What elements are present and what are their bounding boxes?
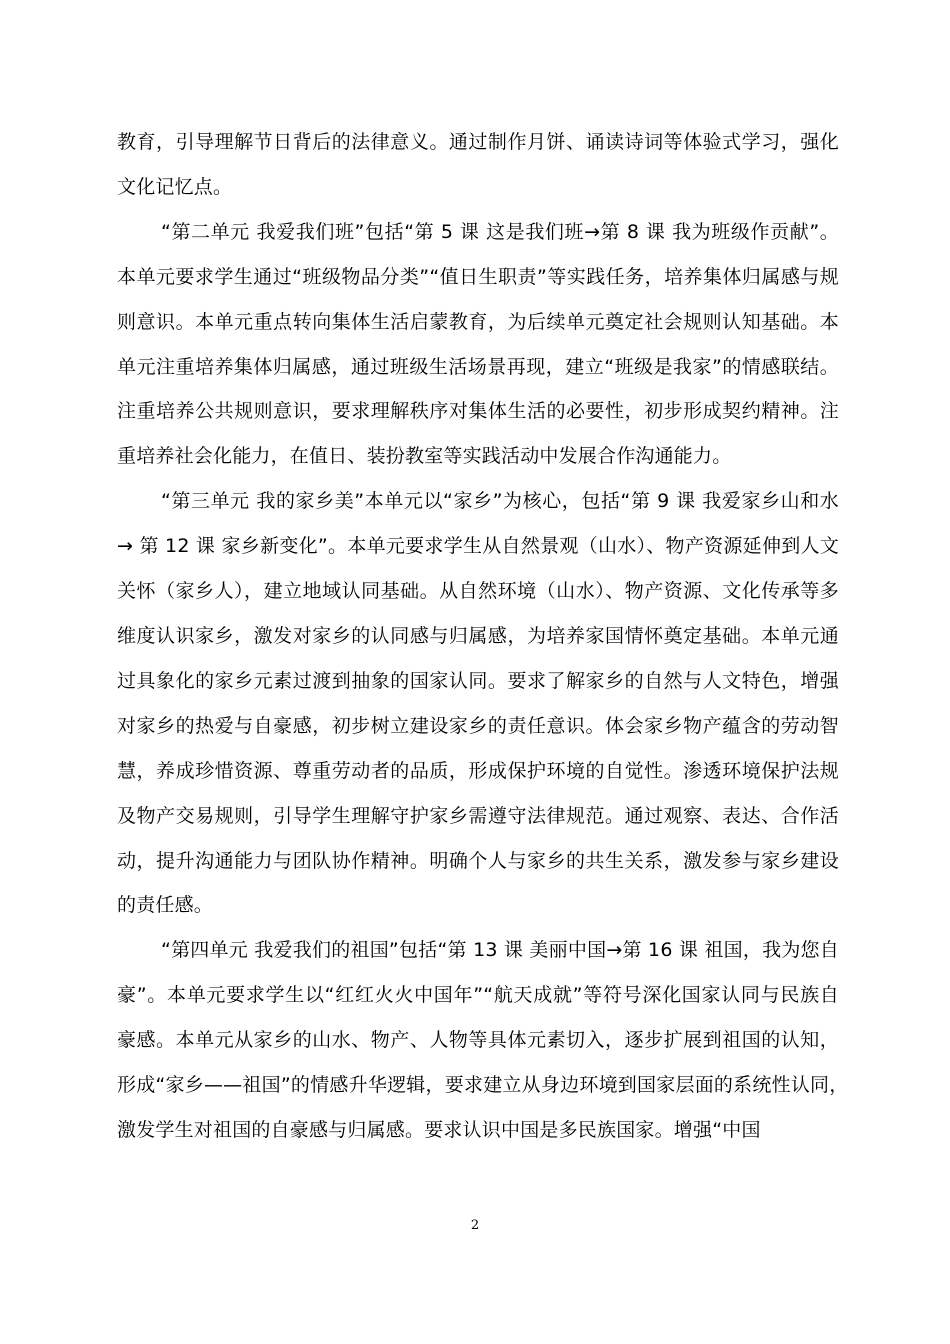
paragraph-unit-four: “第四单元 我爱我们的祖国”包括“第 13 课 美丽中国→第 16 课 祖国，我为您自豪”。本单元要求学生以“红红火火中国年”“航天成就”等符号深化国家认同与民族自豪感。本单元从家乡的山水、物产、人物等具体元素切入，逐步扩展到祖国的认知，形成“家乡——祖国”的情感升华逻辑，要求建立从身边环境到国家层面的系统性认同， 激发学生对祖国的自豪感与归属感。要求认识中国是多民族国家。增强“中国 — [117, 939, 878, 1141]
paragraph-unit-two: “第二单元 我爱我们班”包括“第 5 课 这是我们班→第 8 课 我为班级作贡献”。本单元要求学生通过“班级物品分类”“值日生职责”等实践任务，培养集体归属感与规则意识。本单元重点转向集体生活启蒙教育，为后续单元奠定社会规则认知基础。本单元注重培养集体归属感，通过班级生活场景再现，建立“班级是我家”的情感联结。注重培养公共规则意识，要求理解秩序对集体生活的必要性，初步形成契约精神。注重培养社会化能力，在值日、装扮教室等实践活动中发展合作沟通能力。 — [117, 220, 839, 468]
body-text — [117, 120, 878, 1153]
paragraph-unit-three: “第三单元 我的家乡美”本单元以“家乡”为核心，包括“第 9 课 我爱家乡山和水→ 第 12 课 家乡新变化”。本单元要求学生从自然景观（山水）、物产资源延伸到人文关怀（家乡人），建立地域认同基础。从自然环境（山水）、物产资源、文化传承等多维度认识家乡，激发对家乡的认同感与归属感，为培养家国情怀奠定基础。本单元通过具象化的家乡元素过渡到抽象的国家认同。要求了解家乡的自然与人文特色，增强对家乡的热爱与自豪感，初步树立建设家乡的责任意识。体会家乡物产蕴含的劳动智慧，养成珍惜资源、尊重劳动者的品质，形成保护环境的自觉性。渗透环境保护法规及物产交易规则，引导学生理解守护家乡需遵守法律规范。通过观察、表达、合作活动，提升沟通能力与团队协作精神。明确个人与家乡的共生关系，激发参与家乡建设的责任感。 — [117, 490, 839, 917]
paragraph-continuation: 教育，引导理解节日背后的法律意义。通过制作月饼、诵读诗词等体验式学习，强化文化记忆点。 — [117, 131, 839, 198]
page-number: 2 — [470, 1218, 480, 1233]
